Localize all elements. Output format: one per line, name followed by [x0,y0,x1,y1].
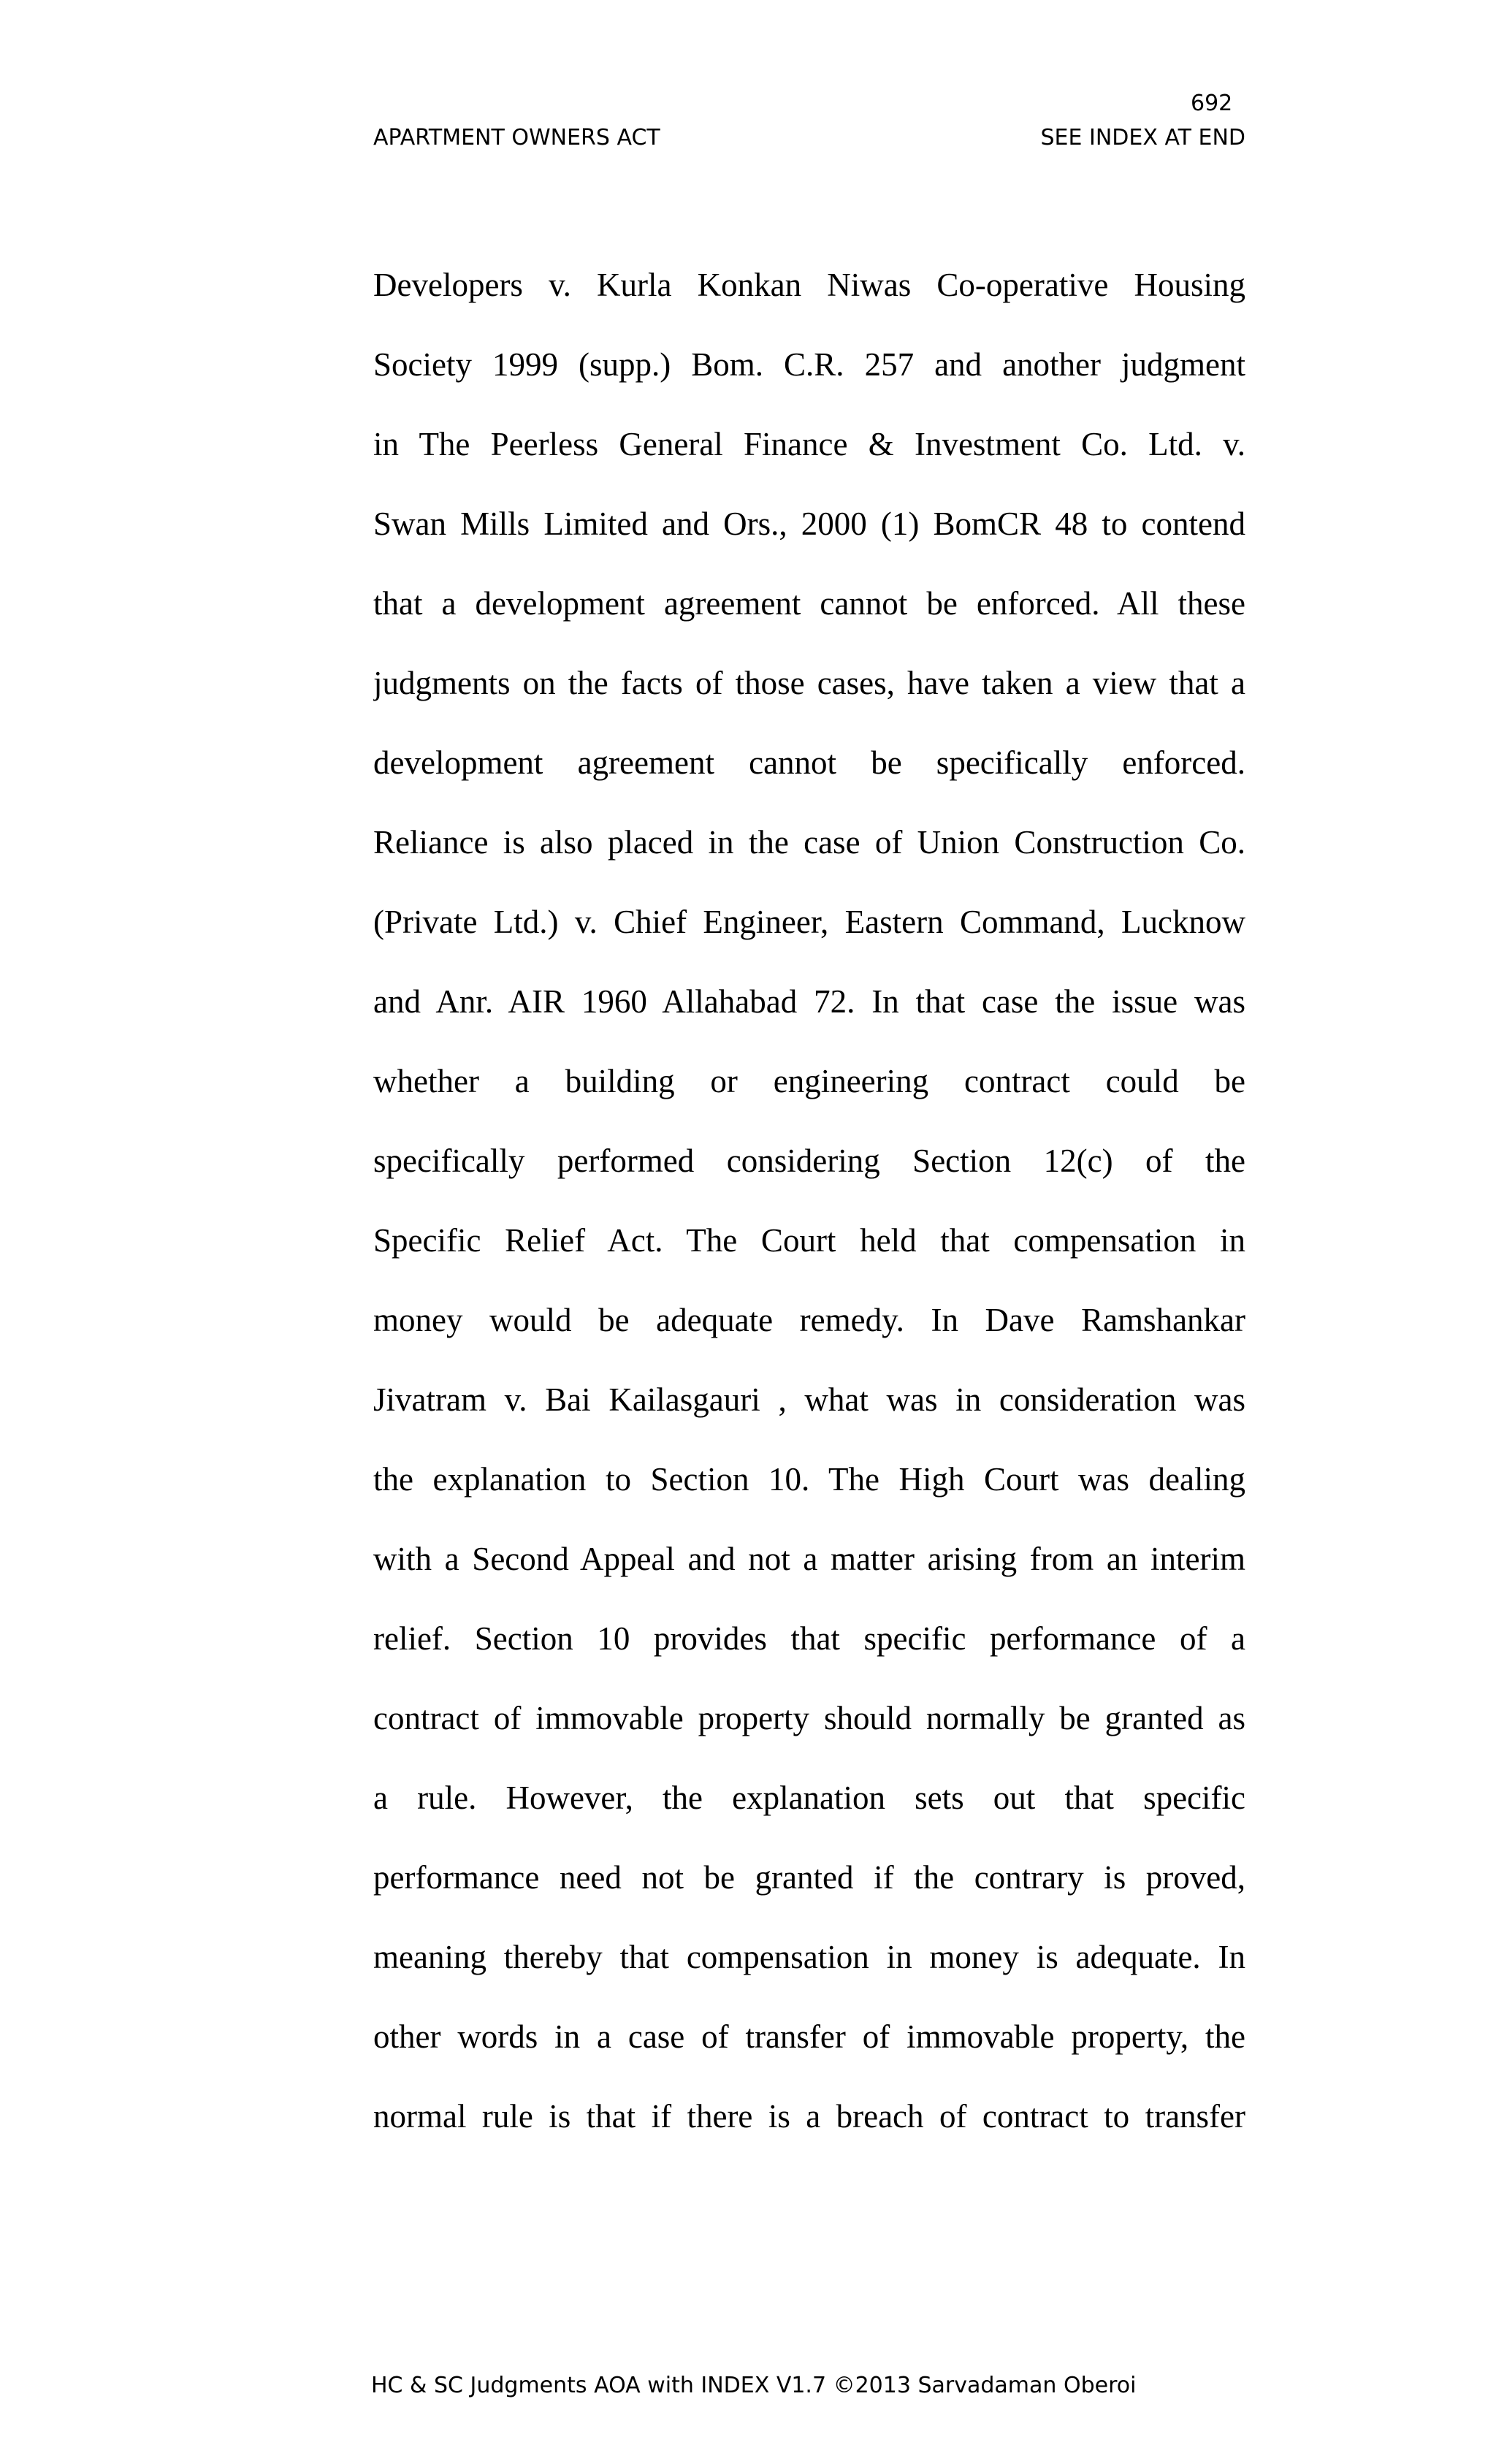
body-line: that a development agreement cannot be enforced. All these [373,585,1245,622]
body-line: with a Second Appeal and not a matter arising from an interim [373,1541,1245,1577]
body-line: Swan Mills Limited and Ors., 2000 (1) BomCR 48 to contend [373,506,1245,542]
body-line: meaning thereby that compensation in money is adequate. In [373,1939,1245,1975]
header-left-title: APARTMENT OWNERS ACT [373,125,660,150]
body-line: Specific Relief Act. The Court held that compensation in [373,1222,1245,1259]
body-line: Society 1999 (supp.) Bom. C.R. 257 and another judgment [373,346,1245,383]
body-line: performance need not be granted if the contrary is proved, [373,1859,1245,1896]
body-line: whether a building or engineering contract could be [373,1063,1245,1099]
body-line: contract of immovable property should normally be granted as [373,1700,1245,1736]
running-header [373,125,1245,151]
body-line: (Private Ltd.) v. Chief Engineer, Eastern Command, Lucknow [373,904,1245,940]
footer-copyright: HC & SC Judgments AOA with INDEX V1.7 ©2013 Sarvadaman Oberoi [371,2373,1137,2398]
body-line: money would be adequate remedy. In Dave Ramshankar [373,1302,1245,1338]
body-line: Developers v. Kurla Konkan Niwas Co-operative Housing [373,267,1245,303]
body-line: specifically performed considering Section 12(c) of the [373,1143,1245,1179]
body-line: judgments on the facts of those cases, have taken a view that a [373,665,1245,701]
page-number: 692 [1191,91,1233,116]
body-line: and Anr. AIR 1960 Allahabad 72. In that case the issue was [373,983,1245,1020]
body-line: other words in a case of transfer of immovable property, the [373,2018,1245,2055]
body-line: a rule. However, the explanation sets out that specific [373,1780,1245,1816]
body-line: Reliance is also placed in the case of Union Construction Co. [373,824,1245,861]
body-line: relief. Section 10 provides that specific performance of a [373,1620,1245,1657]
header-right-note: SEE INDEX AT END [1040,125,1245,150]
body-line: development agreement cannot be specifically enforced. [373,744,1245,781]
body-line: in The Peerless General Finance & Investment Co. Ltd. v. [373,426,1245,462]
body-line: normal rule is that if there is a breach of contract to transfer [373,2098,1245,2135]
judgment-body-text [373,259,1245,2170]
body-line: the explanation to Section 10. The High Court was dealing [373,1461,1245,1498]
body-line: Jivatram v. Bai Kailasgauri , what was in consideration was [373,1381,1245,1418]
